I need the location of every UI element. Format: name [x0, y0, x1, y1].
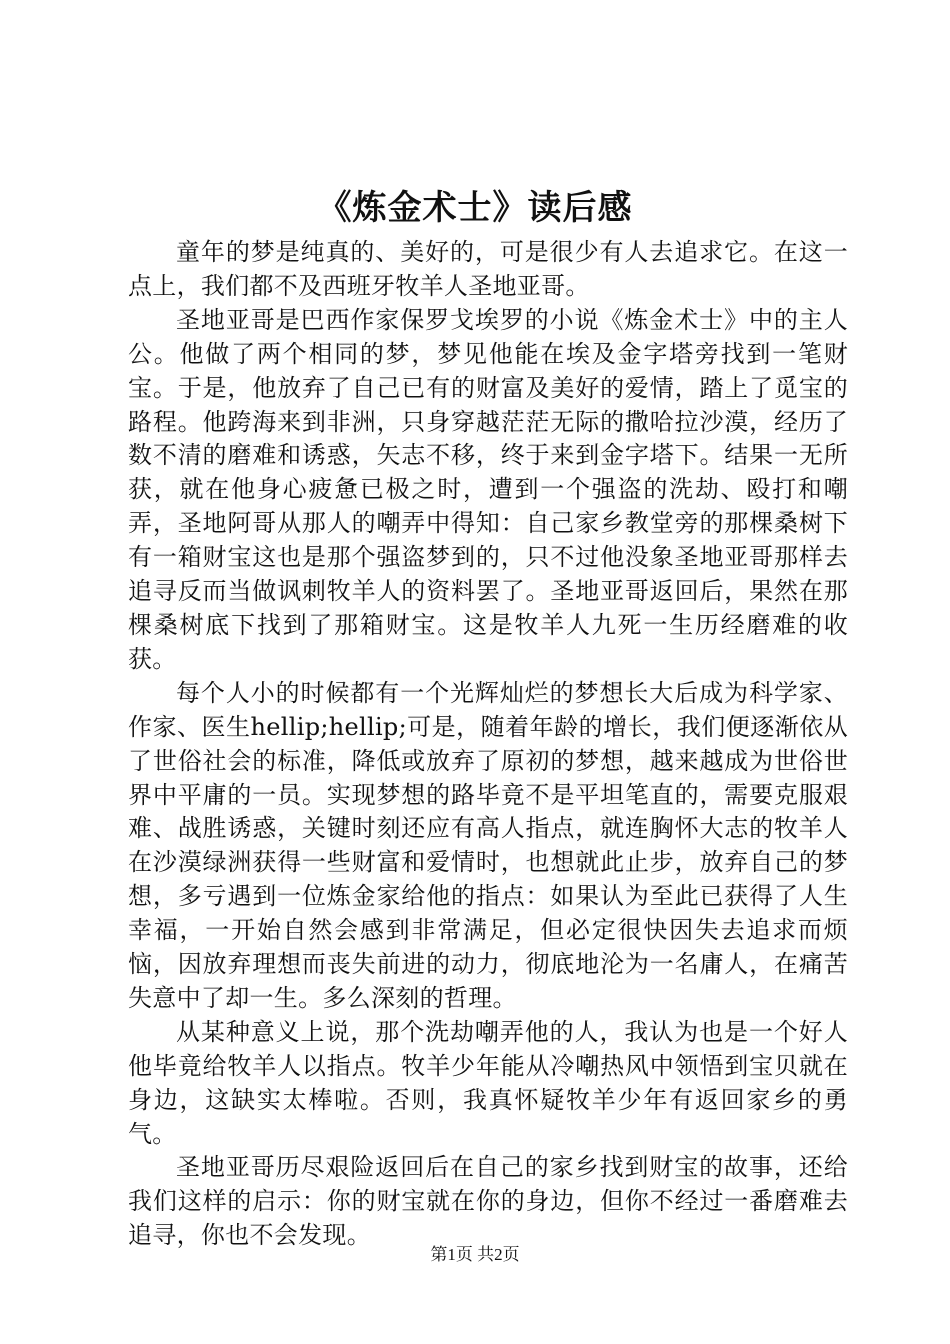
- paragraph-2: 圣地亚哥是巴西作家保罗戈埃罗的小说《炼金术士》中的主人公。他做了两个相同的梦，梦见他能在埃及金字塔旁找到一笔财宝。于是，他放弃了自己已有的财富及美好的爱情，踏上了觅宝的路程。他跨海来到非洲，只身穿越茫茫无际的撒哈拉沙漠，经历了数不清的磨难和诱惑，矢志不移，终于来到金字塔下。结果一无所获，就在他身心疲惫已极之时，遭到一个强盗的洗劫、殴打和嘲弄，圣地阿哥从那人的嘲弄中得知：自己家乡教堂旁的那棵桑树下有一箱财宝这也是那个强盗梦到的，只不过他没象圣地亚哥那样去追寻反而当做讽刺牧羊人的资料罢了。圣地亚哥返回后，果然在那棵桑树底下找到了那箱财宝。这是牧羊人九死一生历经磨难的收获。: [128, 305, 848, 673]
- document-body: [128, 236, 848, 1253]
- document-title: 《炼金术士》读后感: [317, 188, 633, 228]
- paragraph-1: 童年的梦是纯真的、美好的，可是很少有人去追求它。在这一点上，我们都不及西班牙牧羊人圣地亚哥。: [128, 238, 848, 300]
- page-number-footer: 第1页 共2页: [430, 1245, 520, 1264]
- paragraph-3: 每个人小的时候都有一个光辉灿烂的梦想长大后成为科学家、作家、医生hellip;hellip;可是，随着年龄的增长，我们便逐渐依从了世俗社会的标准，降低或放弃了原初的梦想，越来越成为世俗世界中平庸的一员。实现梦想的路毕竟不是平坦笔直的，需要克服艰难、战胜诱惑，关键时刻还应有高人指点，就连胸怀大志的牧羊人在沙漠绿洲获得一些财富和爱情时，也想就此止步，放弃自己的梦想，多亏遇到一位炼金家给他的指点：如果认为至此已获得了人生幸福，一开始自然会感到非常满足，但必定很快因失去追求而烦恼，因放弃理想而丧失前进的动力，彻底地沦为一名庸人，在痛苦失意中了却一生。多么深刻的哲理。: [128, 678, 848, 1012]
- paragraph-5: 圣地亚哥历尽艰险返回后在自己的家乡找到财宝的故事，还给我们这样的启示：你的财宝就在你的身边，但你不经过一番磨难去追寻，你也不会发现。: [128, 1153, 848, 1250]
- paragraph-4: 从某种意义上说，那个洗劫嘲弄他的人，我认为也是一个好人他毕竟给牧羊人以指点。牧羊少年能从冷嘲热风中领悟到宝贝就在身边，这缺实太棒啦。否则，我真怀疑牧羊少年有返回家乡的勇气。: [128, 1017, 848, 1148]
